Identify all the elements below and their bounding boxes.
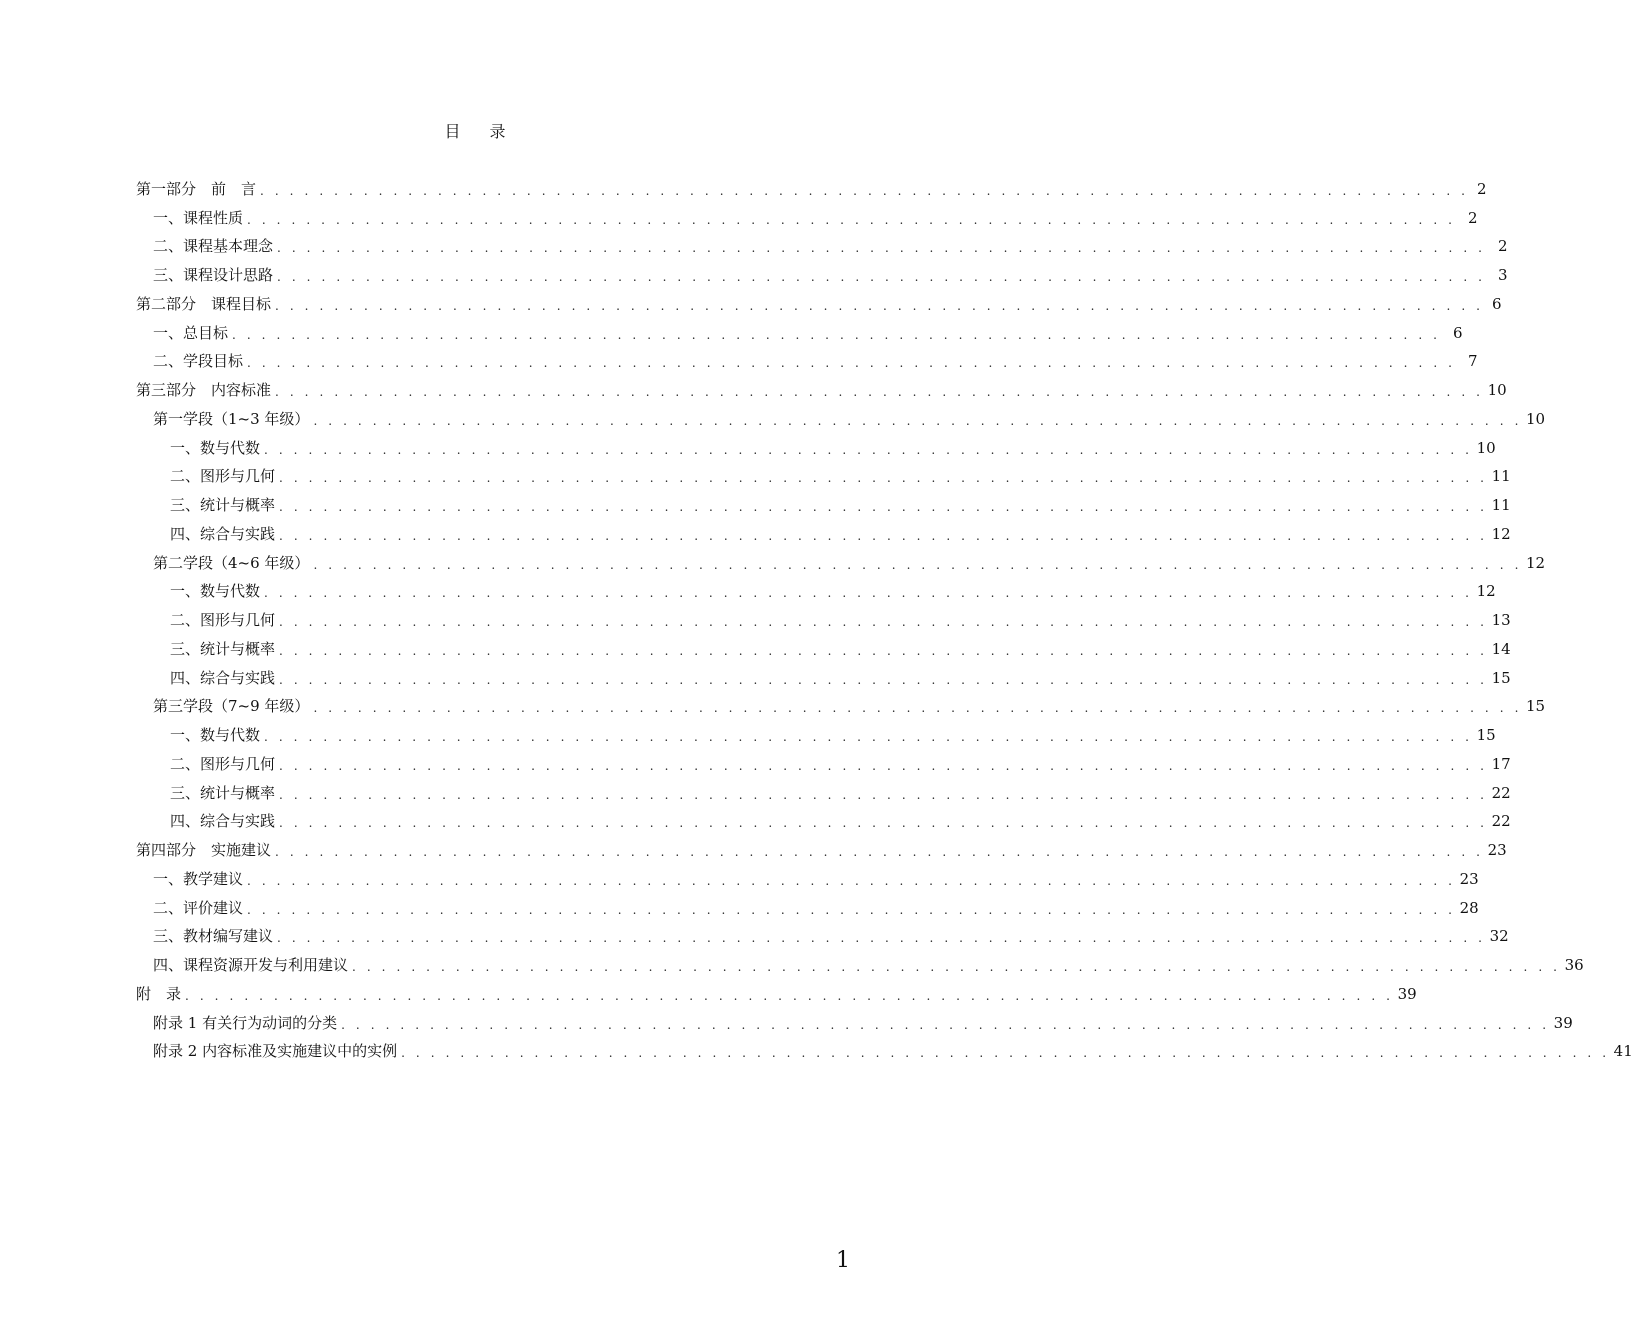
toc-entry[interactable] [136, 260, 1508, 289]
toc-entry-label: 二、评价建议 [153, 898, 244, 917]
toc-entry-label: 二、图形与几何 [170, 611, 276, 629]
toc-entry-page: 11 [1491, 496, 1511, 514]
dot-leader: . . . . . . . . . . . . . . . . . . . . . . . . . . . . . . . . . . . . . . . . . . . . . . . . . . . . . . . . . . . . . . . . . . . . . . . . . . . . . . . . . . [264, 586, 1473, 601]
toc-entry-label: 四、综合与实践 [170, 668, 276, 687]
toc-entry[interactable] [136, 979, 1417, 1008]
dot-leader: . . . . . . . . . . . . . . . . . . . . . . . . . . . . . . . . . . . . . . . . . . . . . . . . . . . . . . . . . . . . . . . . . . . . . . . . . . . . . . . . . . [341, 1017, 1550, 1032]
dot-leader: . . . . . . . . . . . . . . . . . . . . . . . . . . . . . . . . . . . . . . . . . . . . . . . . . . . . . . . . . . . . . . . . . . . . . . . . . . . . . . . . . . [313, 701, 1522, 716]
dot-leader: . . . . . . . . . . . . . . . . . . . . . . . . . . . . . . . . . . . . . . . . . . . . . . . . . . . . . . . . . . . . . . . . . . . . . . . . . . . . . . . . . . [279, 787, 1488, 802]
page-number: 1 [836, 1248, 850, 1273]
toc-entry-label: 三、统计与概率 [170, 639, 276, 658]
toc-entry-page: 28 [1459, 898, 1479, 917]
dot-leader: . . . . . . . . . . . . . . . . . . . . . . . . . . . . . . . . . . . . . . . . . . . . . . . . . . . . . . . . . . . . . . . . . . . . . . . . . . . . . . . . . . [264, 730, 1473, 744]
toc-entry[interactable] [136, 289, 1502, 318]
toc-entry[interactable] [136, 375, 1507, 404]
toc-entry-page: 22 [1491, 783, 1511, 802]
dot-leader: . . . . . . . . . . . . . . . . . . . . . . . . . . . . . . . . . . . . . . . . . . . . . . . . . . . . . . . . . . . . . . . . . . . . . . . . . . . . . . . . . . [313, 557, 1522, 572]
toc-entry[interactable] [136, 663, 1511, 692]
toc-entry-page: 41 [1613, 1042, 1633, 1061]
toc-entry[interactable] [136, 577, 1496, 606]
toc-entry[interactable] [136, 203, 1478, 232]
toc-entry-label: 第三学段（7~9 年级） [153, 697, 310, 716]
toc-entry-label: 第一部分 前 言 [136, 179, 257, 198]
toc-entry[interactable] [136, 835, 1507, 864]
dot-leader: . . . . . . . . . . . . . . . . . . . . . . . . . . . . . . . . . . . . . . . . . . . . . . . . . . . . . . . . . . . . . . . . . . . . . . . . . . . . . . . . . . [313, 413, 1522, 428]
dot-leader: . . . . . . . . . . . . . . . . . . . . . . . . . . . . . . . . . . . . . . . . . . . . . . . . . . . . . . . . . . . . . . . . . . . . . . . . . . . . . . . . . . [279, 500, 1488, 514]
toc-entry-page: 10 [1526, 409, 1546, 428]
toc-entry[interactable] [136, 864, 1479, 893]
toc-entry[interactable] [136, 347, 1478, 376]
toc-entry-page: 23 [1459, 869, 1479, 888]
toc-entry-page: 14 [1491, 639, 1511, 658]
toc-entry-page: 22 [1491, 812, 1511, 831]
toc-entry-label: 一、总目标 [153, 323, 229, 342]
toc-entry-label: 二、图形与几何 [170, 467, 276, 486]
toc-entry[interactable] [136, 232, 1508, 261]
dot-leader: . . . . . . . . . . . . . . . . . . . . . . . . . . . . . . . . . . . . . . . . . . . . . . . . . . . . . . . . . . . . . . . . . . . . . . . . . . . . . . . . . . [277, 241, 1486, 256]
toc-entry-label: 三、统计与概率 [170, 496, 276, 514]
dot-leader: . . . . . . . . . . . . . . . . . . . . . . . . . . . . . . . . . . . . . . . . . . . . . . . . . . . . . . . . . . . . . . . . . . . . . . . . . . . . . . . . . . [264, 442, 1473, 457]
toc-entry-label: 一、数与代数 [170, 582, 261, 601]
toc-entry-page: 10 [1487, 381, 1507, 399]
toc-entry-page: 17 [1491, 754, 1511, 773]
dot-leader: . . . . . . . . . . . . . . . . . . . . . . . . . . . . . . . . . . . . . . . . . . . . . . . . . . . . . . . . . . . . . . . . . . . . . . . . . . . . . . . . . . [185, 988, 1394, 1003]
toc-entry-label: 第四部分 实施建议 [136, 841, 272, 859]
toc-entry-page: 12 [1491, 524, 1511, 543]
toc-entry[interactable] [136, 490, 1511, 519]
toc-entry-page: 39 [1397, 984, 1417, 1003]
toc-entry[interactable] [136, 318, 1463, 347]
dot-leader: . . . . . . . . . . . . . . . . . . . . . . . . . . . . . . . . . . . . . . . . . . . . . . . . . . . . . . . . . . . . . . . . . . . . . . . . . . . . . . . . . . [279, 643, 1488, 658]
toc-entry-label: 二、学段目标 [153, 352, 244, 371]
toc-entry-page: 2 [1498, 237, 1508, 256]
toc-entry-label: 三、教材编写建议 [153, 927, 274, 946]
toc-entry-label: 附 录 [136, 984, 182, 1003]
toc-entry-page: 10 [1476, 438, 1496, 457]
toc-entry[interactable] [136, 1037, 1633, 1066]
toc-entry-label: 第二部分 课程目标 [136, 294, 272, 313]
toc-entry-page: 15 [1476, 726, 1496, 744]
toc-entry[interactable] [136, 519, 1511, 548]
toc-entry-label: 一、教学建议 [153, 869, 244, 888]
toc-entry-page: 15 [1491, 668, 1511, 687]
toc-entry-page: 36 [1564, 956, 1584, 974]
toc-entry-page: 3 [1498, 266, 1508, 284]
table-of-contents [136, 174, 1633, 1065]
toc-entry-page: 12 [1476, 582, 1496, 601]
toc-entry-label: 四、综合与实践 [170, 524, 276, 543]
dot-leader: . . . . . . . . . . . . . . . . . . . . . . . . . . . . . . . . . . . . . . . . . . . . . . . . . . . . . . . . . . . . . . . . . . . . . . . . . . . . . . . . . . [275, 385, 1484, 399]
dot-leader: . . . . . . . . . . . . . . . . . . . . . . . . . . . . . . . . . . . . . . . . . . . . . . . . . . . . . . . . . . . . . . . . . . . . . . . . . . . . . . . . . . [275, 845, 1484, 859]
dot-leader: . . . . . . . . . . . . . . . . . . . . . . . . . . . . . . . . . . . . . . . . . . . . . . . . . . . . . . . . . . . . . . . . . . . . . . . . . . . . . . . . . . [247, 873, 1456, 888]
dot-leader: . . . . . . . . . . . . . . . . . . . . . . . . . . . . . . . . . . . . . . . . . . . . . . . . . . . . . . . . . . . . . . . . . . . . . . . . . . . . . . . . . . [277, 931, 1486, 946]
toc-entry-page: 32 [1489, 927, 1509, 946]
toc-entry-page: 11 [1491, 467, 1511, 486]
toc-entry[interactable] [136, 893, 1479, 922]
toc-entry[interactable] [136, 548, 1546, 577]
dot-leader: . . . . . . . . . . . . . . . . . . . . . . . . . . . . . . . . . . . . . . . . . . . . . . . . . . . . . . . . . . . . . . . . . . . . . . . . . . . . . . . . . . [232, 327, 1441, 342]
dot-leader: . . . . . . . . . . . . . . . . . . . . . . . . . . . . . . . . . . . . . . . . . . . . . . . . . . . . . . . . . . . . . . . . . . . . . . . . . . . . . . . . . . [277, 270, 1486, 284]
toc-entry-label: 第二学段（4~6 年级） [153, 553, 310, 572]
dot-leader: . . . . . . . . . . . . . . . . . . . . . . . . . . . . . . . . . . . . . . . . . . . . . . . . . . . . . . . . . . . . . . . . . . . . . . . . . . . . . . . . . . [401, 1046, 1610, 1061]
toc-entry-label: 第一学段（1~3 年级） [153, 409, 310, 428]
toc-entry[interactable] [136, 778, 1511, 807]
toc-entry-label: 三、课程设计思路 [153, 266, 274, 284]
dot-leader: . . . . . . . . . . . . . . . . . . . . . . . . . . . . . . . . . . . . . . . . . . . . . . . . . . . . . . . . . . . . . . . . . . . . . . . . . . . . . . . . . . [279, 672, 1488, 687]
toc-entry-label: 三、统计与概率 [170, 783, 276, 802]
toc-entry[interactable] [136, 720, 1496, 749]
toc-entry-label: 四、课程资源开发与利用建议 [153, 956, 349, 974]
dot-leader: . . . . . . . . . . . . . . . . . . . . . . . . . . . . . . . . . . . . . . . . . . . . . . . . . . . . . . . . . . . . . . . . . . . . . . . . . . . . . . . . . . [279, 471, 1488, 486]
toc-entry-page: 15 [1526, 697, 1546, 716]
toc-entry-page: 2 [1468, 208, 1478, 227]
toc-entry[interactable] [136, 950, 1584, 979]
toc-entry-page: 2 [1477, 179, 1487, 198]
dot-leader: . . . . . . . . . . . . . . . . . . . . . . . . . . . . . . . . . . . . . . . . . . . . . . . . . . . . . . . . . . . . . . . . . . . . . . . . . . . . . . . . . . [275, 298, 1484, 313]
toc-entry-page: 23 [1487, 841, 1507, 859]
toc-entry[interactable] [136, 462, 1511, 491]
toc-entry-label: 一、数与代数 [170, 438, 261, 457]
toc-entry[interactable] [136, 749, 1511, 778]
toc-entry-page: 12 [1526, 553, 1546, 572]
dot-leader: . . . . . . . . . . . . . . . . . . . . . . . . . . . . . . . . . . . . . . . . . . . . . . . . . . . . . . . . . . . . . . . . . . . . . . . . . . . . . . . . . . [247, 356, 1456, 371]
toc-entry-page: 6 [1492, 294, 1502, 313]
toc-entry-page: 39 [1553, 1013, 1573, 1032]
toc-entry-label: 二、课程基本理念 [153, 237, 274, 256]
toc-entry-label: 附录 2 内容标准及实施建议中的实例 [153, 1042, 398, 1061]
toc-entry-label: 四、综合与实践 [170, 812, 276, 831]
toc-entry[interactable] [136, 404, 1546, 433]
toc-entry[interactable] [136, 174, 1487, 203]
toc-title: 目 录 [444, 122, 518, 141]
dot-leader: . . . . . . . . . . . . . . . . . . . . . . . . . . . . . . . . . . . . . . . . . . . . . . . . . . . . . . . . . . . . . . . . . . . . . . . . . . . . . . . . . . [279, 528, 1488, 543]
toc-entry-label: 一、数与代数 [170, 726, 261, 744]
toc-entry[interactable] [136, 922, 1509, 951]
toc-entry[interactable] [136, 634, 1511, 663]
toc-entry-page: 6 [1453, 323, 1463, 342]
toc-entry[interactable] [136, 807, 1511, 836]
toc-entry-label: 一、课程性质 [153, 208, 244, 227]
toc-entry-label: 附录 1 有关行为动词的分类 [153, 1013, 338, 1032]
dot-leader: . . . . . . . . . . . . . . . . . . . . . . . . . . . . . . . . . . . . . . . . . . . . . . . . . . . . . . . . . . . . . . . . . . . . . . . . . . . . . . . . . . [260, 183, 1469, 198]
toc-entry-label: 第三部分 内容标准 [136, 381, 272, 399]
toc-entry[interactable] [136, 605, 1511, 634]
dot-leader: . . . . . . . . . . . . . . . . . . . . . . . . . . . . . . . . . . . . . . . . . . . . . . . . . . . . . . . . . . . . . . . . . . . . . . . . . . . . . . . . . . [352, 960, 1561, 974]
toc-entry[interactable] [136, 692, 1546, 721]
toc-entry[interactable] [136, 1008, 1573, 1037]
toc-entry-label: 二、图形与几何 [170, 754, 276, 773]
toc-entry-page: 7 [1468, 352, 1478, 371]
toc-entry-page: 13 [1491, 611, 1511, 629]
dot-leader: . . . . . . . . . . . . . . . . . . . . . . . . . . . . . . . . . . . . . . . . . . . . . . . . . . . . . . . . . . . . . . . . . . . . . . . . . . . . . . . . . . [279, 615, 1488, 629]
toc-entry[interactable] [136, 433, 1496, 462]
dot-leader: . . . . . . . . . . . . . . . . . . . . . . . . . . . . . . . . . . . . . . . . . . . . . . . . . . . . . . . . . . . . . . . . . . . . . . . . . . . . . . . . . . [247, 212, 1456, 227]
dot-leader: . . . . . . . . . . . . . . . . . . . . . . . . . . . . . . . . . . . . . . . . . . . . . . . . . . . . . . . . . . . . . . . . . . . . . . . . . . . . . . . . . . [279, 758, 1488, 773]
dot-leader: . . . . . . . . . . . . . . . . . . . . . . . . . . . . . . . . . . . . . . . . . . . . . . . . . . . . . . . . . . . . . . . . . . . . . . . . . . . . . . . . . . [279, 816, 1488, 831]
dot-leader: . . . . . . . . . . . . . . . . . . . . . . . . . . . . . . . . . . . . . . . . . . . . . . . . . . . . . . . . . . . . . . . . . . . . . . . . . . . . . . . . . . [247, 902, 1456, 917]
